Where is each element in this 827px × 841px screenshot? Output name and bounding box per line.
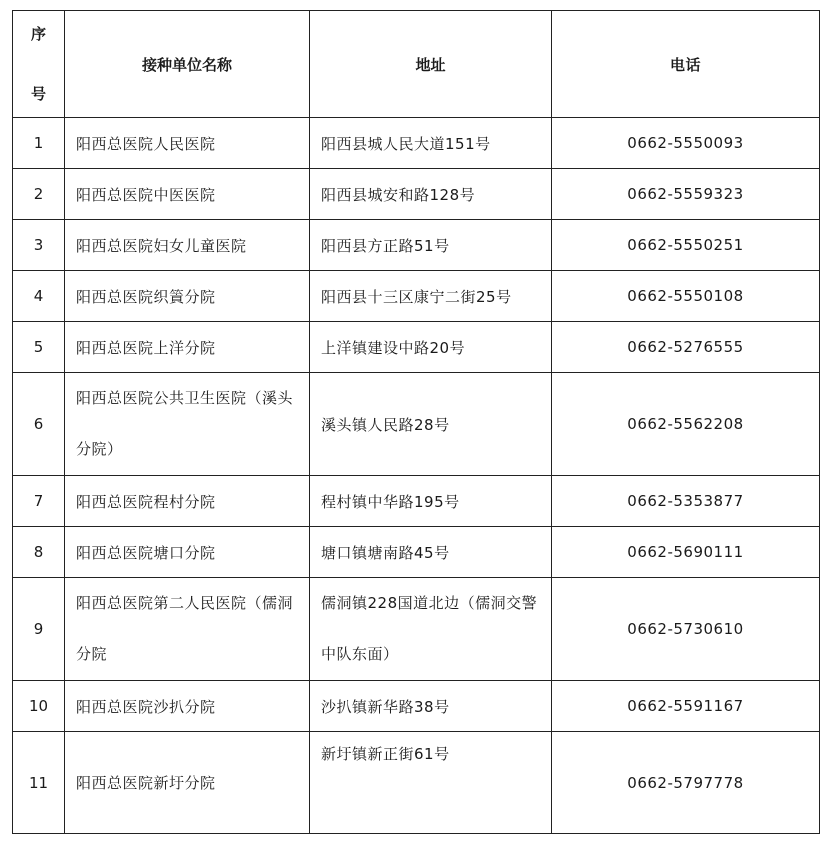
row-phone: 0662-5562208 [552, 373, 820, 476]
row-phone: 0662-5550108 [552, 271, 820, 322]
row-seq: 5 [13, 322, 65, 373]
header-seq-text [13, 19, 64, 109]
table-row [13, 527, 820, 578]
table-row [13, 373, 820, 476]
header-phone: 电话 [552, 11, 820, 118]
row-seq: 2 [13, 169, 65, 220]
row-address: 阳西县方正路51号 [310, 220, 552, 271]
table-row [13, 322, 820, 373]
row-address: 溪头镇人民路28号 [310, 373, 552, 476]
row-phone: 0662-5559323 [552, 169, 820, 220]
row-seq: 10 [13, 681, 65, 732]
row-phone: 0662-5276555 [552, 322, 820, 373]
row-seq: 7 [13, 476, 65, 527]
table-header-row [13, 11, 820, 118]
row-phone: 0662-5550093 [552, 118, 820, 169]
header-seq-char-2: 号 [30, 85, 46, 103]
row-phone: 0662-5797778 [552, 732, 820, 834]
row-seq: 6 [13, 373, 65, 476]
row-phone: 0662-5591167 [552, 681, 820, 732]
table-row [13, 220, 820, 271]
header-seq [13, 11, 65, 118]
row-address: 阳西县城人民大道151号 [310, 118, 552, 169]
row-name: 阳西总医院人民医院 [65, 118, 310, 169]
row-address-cell [310, 732, 552, 834]
table-row [13, 732, 820, 834]
table-row [13, 681, 820, 732]
row-address: 阳西县十三区康宁二街25号 [310, 271, 552, 322]
row-address: 上洋镇建设中路20号 [310, 322, 552, 373]
row-name: 阳西总医院塘口分院 [65, 527, 310, 578]
vaccination-sites-table [12, 10, 820, 834]
row-name: 阳西总医院上洋分院 [65, 322, 310, 373]
row-name: 阳西总医院第二人民医院（儒洞分院 [65, 578, 310, 681]
row-address: 阳西县城安和路128号 [310, 169, 552, 220]
row-name: 阳西总医院公共卫生医院（溪头分院） [65, 373, 310, 476]
row-phone: 0662-5730610 [552, 578, 820, 681]
header-name: 接种单位名称 [65, 11, 310, 118]
row-name: 阳西总医院织篢分院 [65, 271, 310, 322]
row-name: 阳西总医院新圩分院 [65, 732, 310, 834]
row-address: 塘口镇塘南路45号 [310, 527, 552, 578]
header-seq-char-1: 序 [30, 25, 46, 43]
row-name: 阳西总医院程村分院 [65, 476, 310, 527]
row-phone: 0662-5550251 [552, 220, 820, 271]
table-row [13, 476, 820, 527]
header-address: 地址 [310, 11, 552, 118]
row-phone: 0662-5690111 [552, 527, 820, 578]
row-seq: 9 [13, 578, 65, 681]
row-seq: 8 [13, 527, 65, 578]
row-phone: 0662-5353877 [552, 476, 820, 527]
row-seq: 11 [13, 732, 65, 834]
table-row [13, 578, 820, 681]
row-name: 阳西总医院妇女儿童医院 [65, 220, 310, 271]
row-address: 沙扒镇新华路38号 [310, 681, 552, 732]
table-row [13, 271, 820, 322]
row-address: 儒洞镇228国道北边（儒洞交警中队东面） [310, 578, 552, 681]
row-seq: 4 [13, 271, 65, 322]
table-row [13, 118, 820, 169]
row-name: 阳西总医院中医医院 [65, 169, 310, 220]
row-address: 新圩镇新正街61号 [321, 744, 450, 763]
row-address: 程村镇中华路195号 [310, 476, 552, 527]
row-seq: 3 [13, 220, 65, 271]
table-row [13, 169, 820, 220]
row-seq: 1 [13, 118, 65, 169]
row-name: 阳西总医院沙扒分院 [65, 681, 310, 732]
